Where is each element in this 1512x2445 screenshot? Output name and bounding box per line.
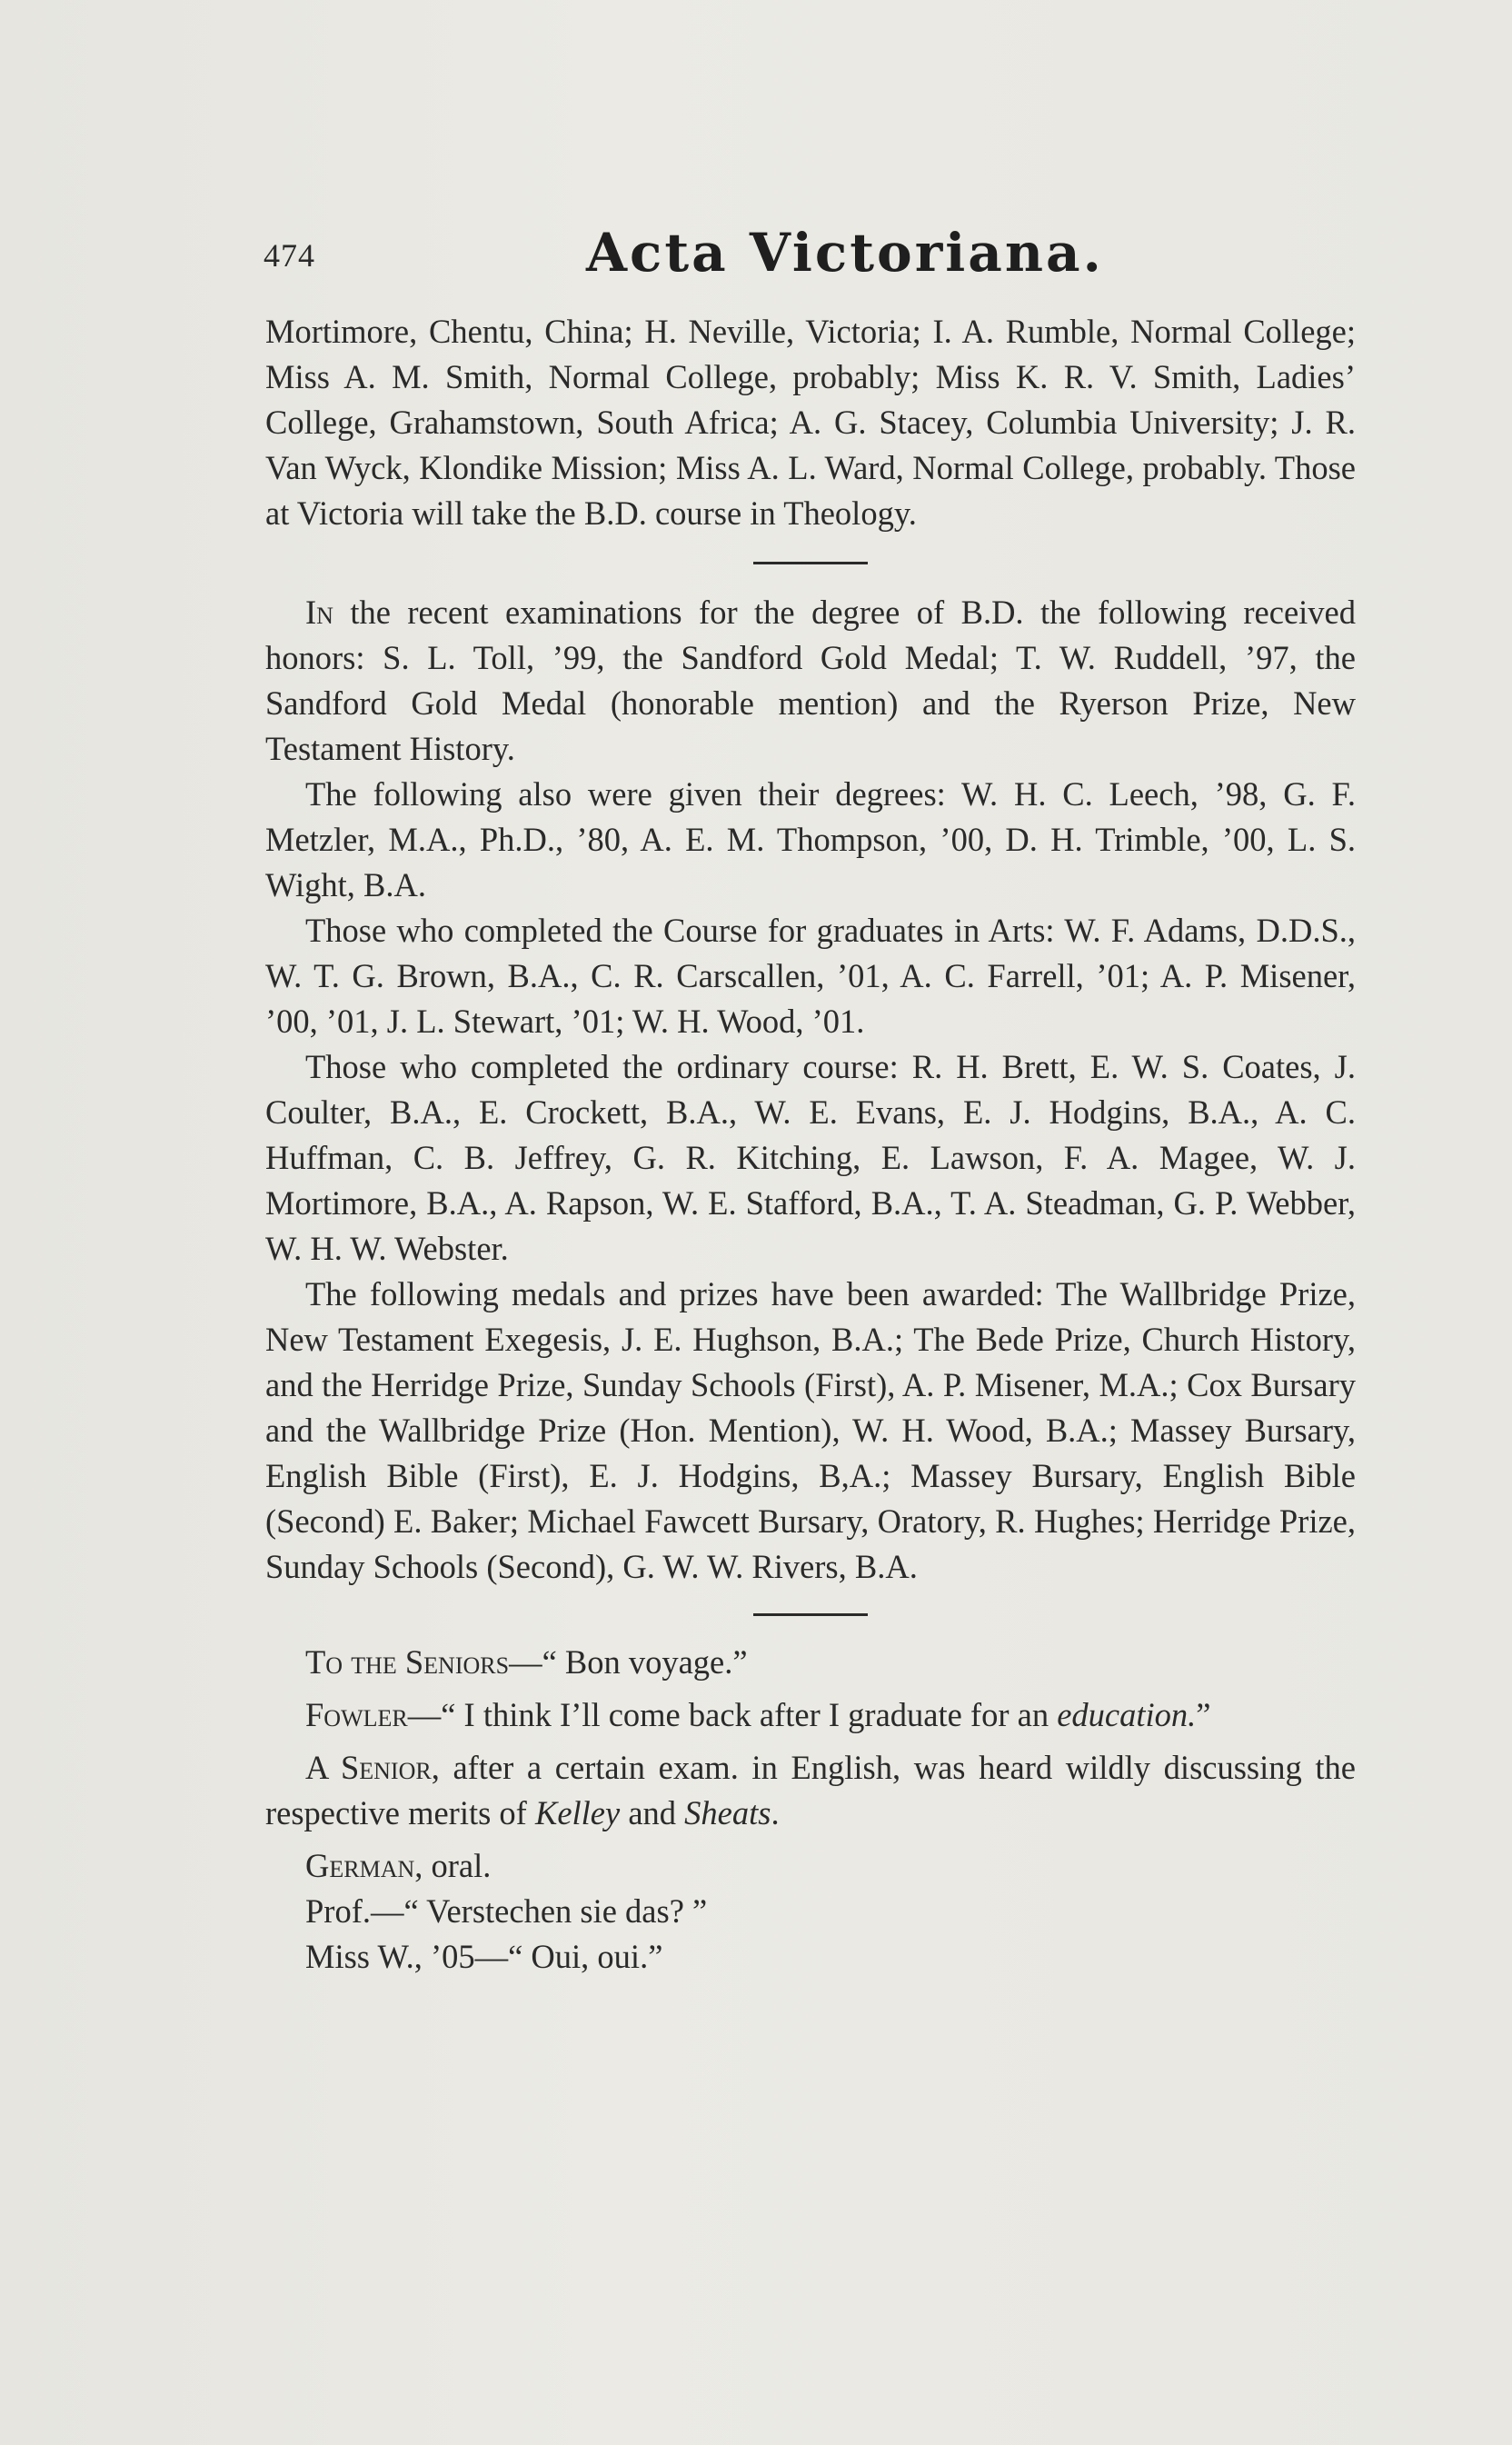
joke-item (265, 1692, 1356, 1738)
joke-lead: To the Seniors (305, 1643, 510, 1681)
joke-text: —“ Bon voyage.” (509, 1643, 748, 1681)
section-divider (753, 1613, 868, 1616)
joke-lead: A Senior (305, 1749, 432, 1786)
joke-italic: education. (1057, 1696, 1197, 1733)
paragraph-continued: Mortimore, Chentu, China; H. Neville, Victoria; I. A. Rumble, Normal College; Miss A. M. Smith, Normal College, probably; Miss K. R. V. Smith, Ladies’ College, Grahamstown, South Africa; A. G. Stacey, Columbia University; J. R. Van Wyck, Klondike Mission; Miss A. L. Ward, Normal College, probably. Those at Victoria will take the B.D. course in Theology. (265, 313, 1356, 532)
journal-title: Acta Victoriana. (586, 222, 1104, 284)
joke-text-end: ” (1196, 1696, 1211, 1733)
joke-item: Prof.—“ Verstechen sie das? ” (305, 1892, 708, 1930)
page-number: 474 (264, 237, 315, 274)
section-divider (753, 562, 868, 564)
paragraph-graduates-course: Those who completed the Course for graduates in Arts: W. F. Adams, D.D.S., W. T. G. Brown, B.A., C. R. Carscallen, ’01, A. C. Farrell, ’01; A. P. Misener, ’00, ’01, J. L. Stewart, ’01; W. H. Wood, ’01. (265, 912, 1356, 1040)
paragraph-medals-prizes: The following medals and prizes have been awarded: The Wallbridge Prize, New Testament Exegesis, J. E. Hughson, B.A.; The Bede Prize, Church History, and the Herridge Prize, Sunday Schools (First), A. P. Misener, M.A.; Cox Bursary and the Wallbridge Prize (Hon. Mention), W. H. Wood, B.A.; Massey Bursary, English Bible (First), E. J. Hodgins, B,A.; Massey Bursary, English Bible (Second) E. Baker; Michael Fawcett Bursary, Oratory, R. Hughes; Herridge Prize, Sunday Schools (Second), G. W. W. Rivers, B.A. (265, 1275, 1356, 1585)
joke-text-mid: and (620, 1794, 685, 1831)
joke-lead: Fowler (305, 1696, 408, 1733)
joke-italic: Kelley (534, 1794, 621, 1831)
joke-lead: German (305, 1847, 415, 1884)
paragraph-lead: In (305, 594, 333, 631)
joke-text: —“ I think I’ll come back after I graduate for an (407, 1696, 1058, 1733)
joke-text: , after a certain exam. in English, was heard wildly discussing the respective merits of (265, 1749, 1356, 1831)
paragraph-bd-honors (265, 590, 1356, 772)
joke-text: , oral. (414, 1847, 492, 1884)
paragraph-ordinary-course: Those who completed the ordinary course: R. H. Brett, E. W. S. Coates, J. Coulter, B.A., E. Crockett, B.A., W. E. Evans, E. J. Hodgins, B.A., A. C. Huffman, C. B. Jeffrey, G. R. Kitching, E. Lawson, F. A. Magee, W. J. Mortimore, B.A., A. Rapson, W. E. Stafford, B.A., T. A. Steadman, G. P. Webber, W. H. W. Webster. (265, 1048, 1356, 1267)
joke-text-end: . (771, 1794, 780, 1831)
joke-item (265, 1745, 1356, 1836)
body-text (265, 309, 1356, 1980)
joke-item (265, 1843, 1356, 1889)
joke-italic: Sheats (684, 1794, 771, 1831)
joke-item (265, 1640, 1356, 1685)
running-head (264, 222, 1354, 284)
joke-item: Miss W., ’05—“ Oui, oui.” (305, 1938, 663, 1975)
paragraph-degrees: The following also were given their degrees: W. H. C. Leech, ’98, G. F. Metzler, M.A., Ph.D., ’80, A. E. M. Thompson, ’00, D. H. Trimble, ’00, L. S. Wight, B.A. (265, 775, 1356, 903)
paragraph-text: the recent examinations for the degree of B.D. the following received honors: S. L. Toll, ’99, the Sandford Gold Medal; T. W. Ruddell, ’97, the Sandford Gold Medal (honorable mention) and the Ryerson Prize, New Testament History. (265, 594, 1356, 767)
jokes-section (265, 1640, 1356, 1980)
